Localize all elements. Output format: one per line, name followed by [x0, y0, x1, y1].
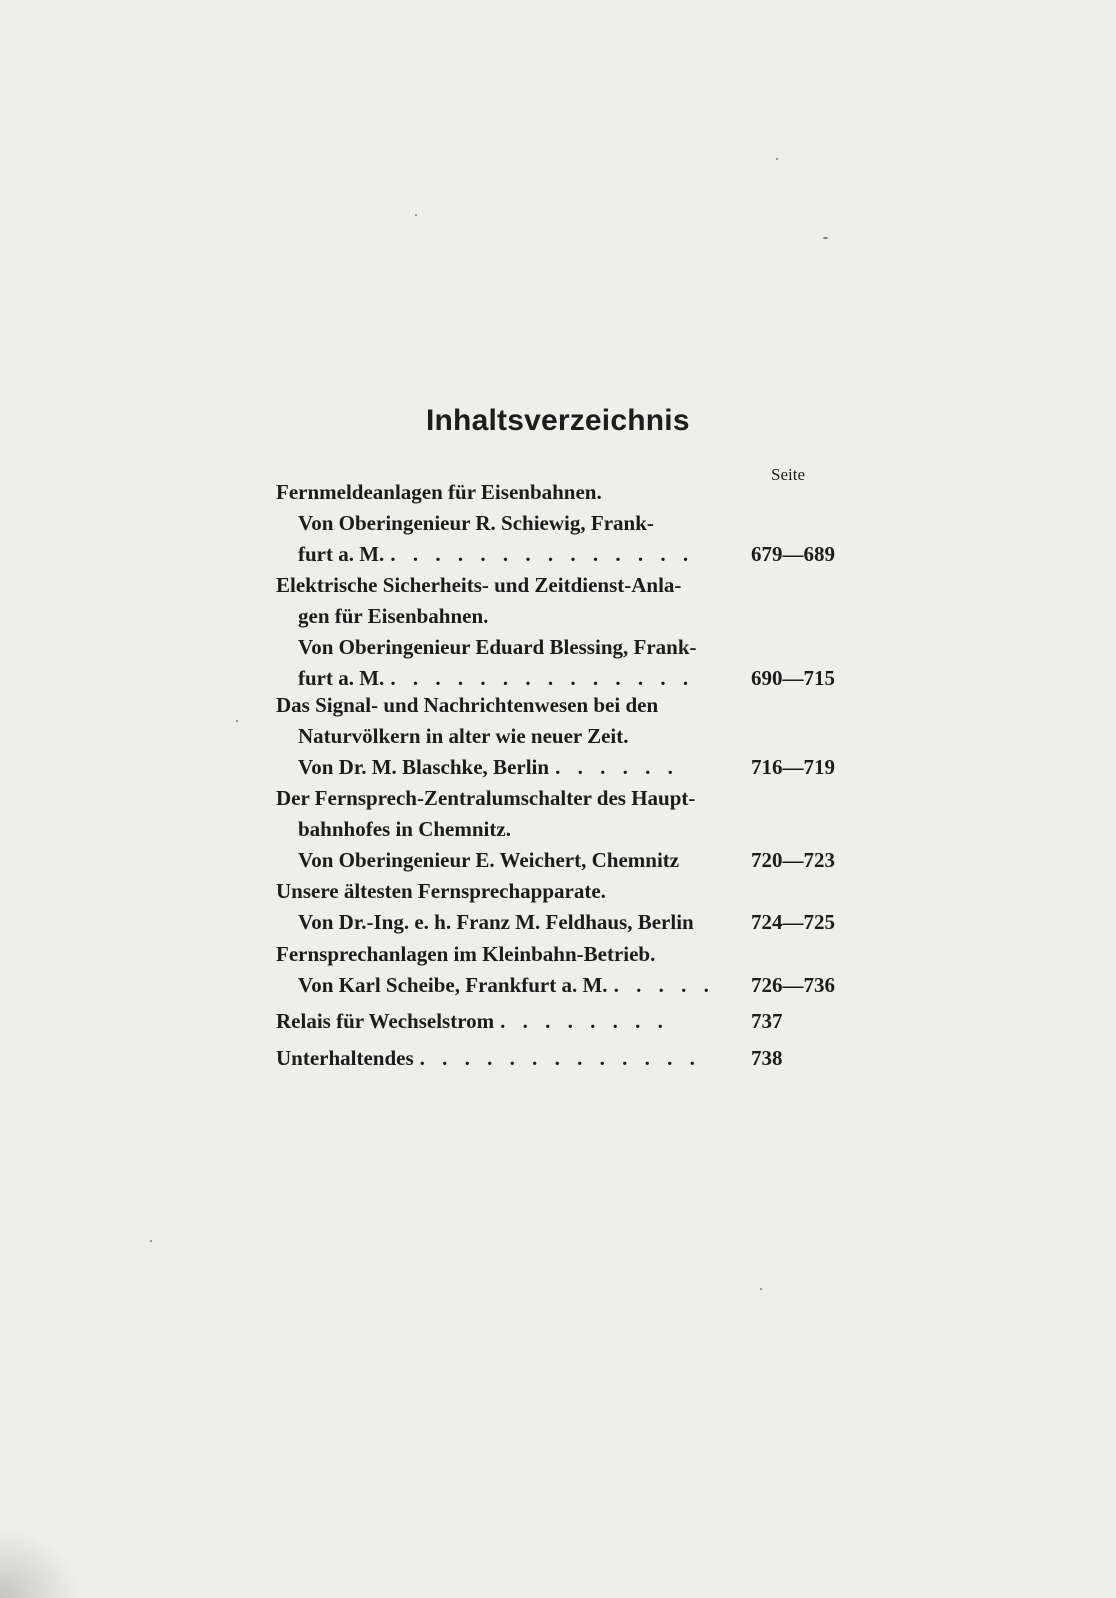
leader-dots: . . . . .	[613, 973, 715, 997]
paper-speck	[150, 1240, 152, 1242]
entry-line	[276, 1043, 701, 1074]
entry-line: Von Oberingenieur R. Schiewig, Frank-	[298, 511, 654, 535]
entry-line: gen für Eisenbahnen.	[298, 604, 489, 628]
leader-dots: . . . . . . . . . . . . .	[419, 1046, 701, 1070]
entry-line-text: Relais für Wechselstrom	[276, 1009, 495, 1033]
entry-line	[298, 970, 715, 1001]
entry-line	[298, 845, 679, 876]
entry-line-text: Von Dr.-Ing. e. h. Franz M. Feldhaus, Berlin	[298, 910, 694, 934]
page-column-label: Seite	[771, 465, 805, 484]
entry-line-text: Von Karl Scheibe, Frankfurt a. M.	[298, 973, 608, 997]
entry-line-text: furt a. M.	[298, 542, 385, 566]
leader-dots: . . . . . . . . . . . . . .	[390, 666, 695, 690]
scan-smudge	[0, 1528, 80, 1598]
paper-speck	[776, 158, 778, 160]
entry-line: Von Oberingenieur Eduard Blessing, Frank-	[298, 635, 697, 659]
entry-line: Elektrische Sicherheits- und Zeitdienst-Anla-	[276, 573, 682, 597]
page-title: Inhaltsverzeichnis	[426, 404, 690, 437]
page-range: 720—723	[751, 848, 835, 872]
entry-line-text: Von Dr. M. Blaschke, Berlin	[298, 755, 550, 779]
entry-line: Das Signal- und Nachrichtenwesen bei den	[276, 693, 659, 717]
paper-speck	[415, 214, 417, 216]
page-range: 679—689	[751, 542, 835, 566]
leader-dots: . . . . . . . .	[500, 1009, 669, 1033]
leader-dots: . . . . . .	[555, 755, 679, 779]
leader-dots: . . . . . . . . . . . . . .	[390, 542, 695, 566]
entry-line: Der Fernsprech-Zentralumschalter des Haupt-	[276, 786, 696, 810]
entry-line: Fernmeldeanlagen für Eisenbahnen.	[276, 480, 602, 504]
page-range: 690—715	[751, 666, 835, 690]
paper-speck	[236, 720, 238, 722]
paper-speck	[760, 1288, 762, 1290]
entry-line-text: Von Oberingenieur E. Weichert, Chemnitz	[298, 848, 680, 872]
entry-line-text: furt a. M.	[298, 666, 385, 690]
entry-line	[298, 752, 679, 783]
entry-line: Fernsprechanlagen im Kleinbahn-Betrieb.	[276, 942, 656, 966]
entry-line: Unsere ältesten Fernsprechapparate.	[276, 879, 606, 903]
entry-line	[298, 907, 694, 938]
entry-line	[276, 1006, 669, 1037]
page-range: 724—725	[751, 910, 835, 934]
entry-line	[298, 539, 694, 570]
page-range: 738	[751, 1046, 783, 1070]
entry-line: Naturvölkern in alter wie neuer Zeit.	[298, 724, 629, 748]
entry-line-text: Unterhaltendes	[276, 1046, 414, 1070]
page-range: 737	[751, 1009, 783, 1033]
paper-speck	[823, 237, 828, 239]
entry-line: bahnhofes in Chemnitz.	[298, 817, 511, 841]
page-range: 716—719	[751, 755, 835, 779]
page-range: 726—736	[751, 973, 835, 997]
